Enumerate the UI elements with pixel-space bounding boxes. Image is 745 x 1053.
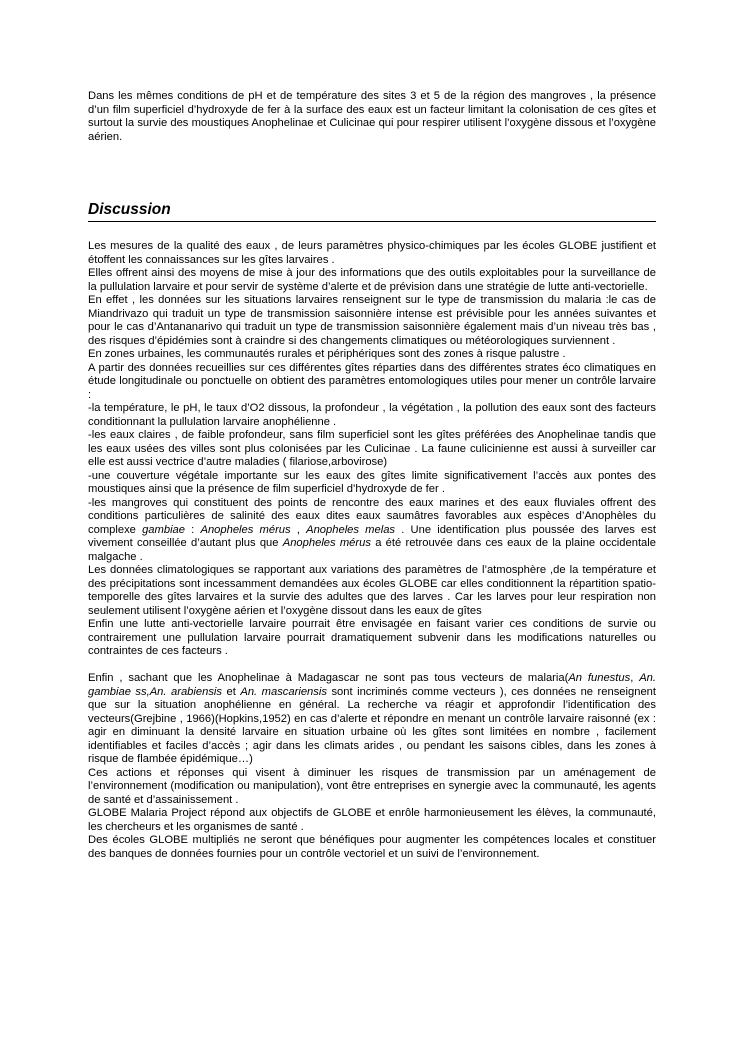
paragraph-2: Elles offrent ainsi des moyens de mise à jour des informations que des outils exploitables pour la surveillance de la pullulation larvaire et pour servir de système d’alerte et de prévision dans une stratégie de lutte anti-vectorielle. <box>88 267 656 293</box>
paragraph-15: Des écoles GLOBE multipliés ne seront que bénéfiques pour augmenter les compétences locales et constituer des banques de données fournies pour un contrôle vectoriel et un suivi de l’environnement. <box>88 834 656 860</box>
species-name: gambiae <box>142 523 185 536</box>
paragraph-14: GLOBE Malaria Project répond aux objectifs de GLOBE et enrôle harmonieusement les élèves, la communauté, les chercheurs et les organismes de santé . <box>88 807 656 833</box>
paragraph-3: En effet , les données sur les situations larvaires renseignent sur le type de transmission du malaria :le cas de Miandrivazo qui traduit un type de transmission saisonnière intense est prévisible pour les années suivantes et pour le cas d’Antananarivo qui traduit un type de transmission saisonnière également mais d’un niveau très bas , des risques d’épidémies sont à craindre si des changements climatiques ou météorologiques surviennent . <box>88 294 656 347</box>
paragraph-6: -la température, le pH, le taux d’O2 dissous, la profondeur , la végétation , la pollution des eaux sont des facteurs conditionnant la pullulation larvaire anophélienne . <box>88 402 656 428</box>
paragraph-7: -les eaux claires , de faible profondeur, sans film superficiel sont les gîtes préférées des Anophelinae tandis que les eaux usées des villes sont plus colonisées par les Culicinae . La faune culicinienne est aussi à surveiller car elle est aussi vectrice d’autre maladies ( filariose,arbovirose) <box>88 429 656 468</box>
heading-underline <box>88 221 656 222</box>
text-run: sont incriminés comme vecteurs ), ces données ne renseignent que sur la situation anophélienne en général. La recherche va réagir et approfondir l’identification des vecteurs(Grejbine , 1966)(Hopkins,1952) en cas d’alerte et répondre en menant un contrôle larvaire raisonné (ex : agir en diminuant la densité larvaire en situation urbaine où les gîtes sont limitées en nombre , facilement identifiables et faciles d’accès ; agir dans les climats arides , ou pendant les saisons cibles, dans les zones à risque de flambée épidémique…) <box>88 685 657 765</box>
species-name: An. gambiae ss,An. arabiensis <box>88 672 656 698</box>
paragraph-1: Les mesures de la qualité des eaux , de leurs paramètres physico-chimiques par les écoles GLOBE justifient et étoffent les connaissances sur les gîtes larvaires . <box>88 240 656 266</box>
species-name: An. mascariensis <box>240 685 327 698</box>
text-run: . Une identification plus poussée des larves est vivement conseillée d’autant plus que <box>88 523 656 549</box>
paragraph-5: A partir des données recueillies sur ces différentes gîtes réparties dans des différentes strates éco climatiques en étude longitudinale ou ponctuelle on obtient des paramètres entomologiques utiles pour mener un contrôle larvaire : <box>88 361 656 401</box>
paragraph-10: Les données climatologiques se rapportant aux variations des paramètres de l’atmosphère ,de la température et des précipitations sont incessamment demandées aux écoles GLOBE car elles conditionnent la répartition spatio-temporelle des gîtes larvaires et la survie des adultes que des larves . Car les larves pour leur respiration non seulement utilisent l’oxygène aérien et l’oxygène dissout dans les eaux de gîtes <box>88 564 656 617</box>
species-name: An funestus <box>568 672 631 684</box>
text-run: et <box>222 685 241 698</box>
intro-section <box>88 90 656 144</box>
discussion-header <box>88 200 656 222</box>
text-run: a été retrouvée dans ces eaux de la plaine occidentale malgache . <box>88 537 656 563</box>
species-name: Anopheles melas <box>306 523 396 536</box>
intro-paragraph: Dans les mêmes conditions de pH et de température des sites 3 et 5 de la région des mangroves , la présence d’un film superficiel d’hydroxyde de fer à la surface des eaux est un facteur limitant la colonisation de ces gîtes et surtout la survie des moustiques Anophelinae et Culicinae qui pour respirer utilisent l’oxygène dissous et l’oxygène aérien. <box>88 90 656 143</box>
species-name: Anopheles mérus <box>282 537 371 549</box>
discussion-heading: Discussion <box>88 201 171 218</box>
paragraph-4: En zones urbaines, les communautés rurales et périphériques sont des zones à risque palustre . <box>88 348 566 360</box>
paragraph-11: Enfin une lutte anti-vectorielle larvaire pourrait être envisagée en faisant varier ces conditions de survie ou contrairement une pullulation larvaire pourrait dramatiquement subvenir dans les modifications naturelles ou contraintes de ces facteurs . <box>88 618 656 657</box>
text-run: , <box>290 523 307 536</box>
paragraph-12 <box>88 672 656 767</box>
species-name: Anopheles mérus <box>200 523 291 536</box>
text-run: Enfin , sachant que les Anophelinae à Madagascar ne sont pas tous vecteurs de malaria( <box>88 672 569 684</box>
text-run: -les mangroves qui constituent des points de rencontre des eaux marines et des eaux fluviales offrent des conditions particulières de salinité des eaux dites eaux saumâtres favorables aux espèces d’Anophèles du complexe <box>88 496 656 536</box>
text-run: , <box>630 672 640 684</box>
paragraph-gap <box>88 659 656 673</box>
text-run: : <box>185 523 201 536</box>
paragraph-13: Ces actions et réponses qui visent à diminuer les risques de transmission par un aménagement de l’environnement (modification ou manipulation), vont être entreprises en synergie avec la communauté, les agents de santé et d’assainissement . <box>88 766 656 806</box>
paragraph-8: -une couverture végétale importante sur les eaux des gîtes limite significativement l’accès aux pontes des moustiques ainsi que la présence de film superficiel d’hydroxyde de fer . <box>88 469 656 495</box>
paragraph-9 <box>88 497 656 565</box>
discussion-body <box>88 240 656 861</box>
